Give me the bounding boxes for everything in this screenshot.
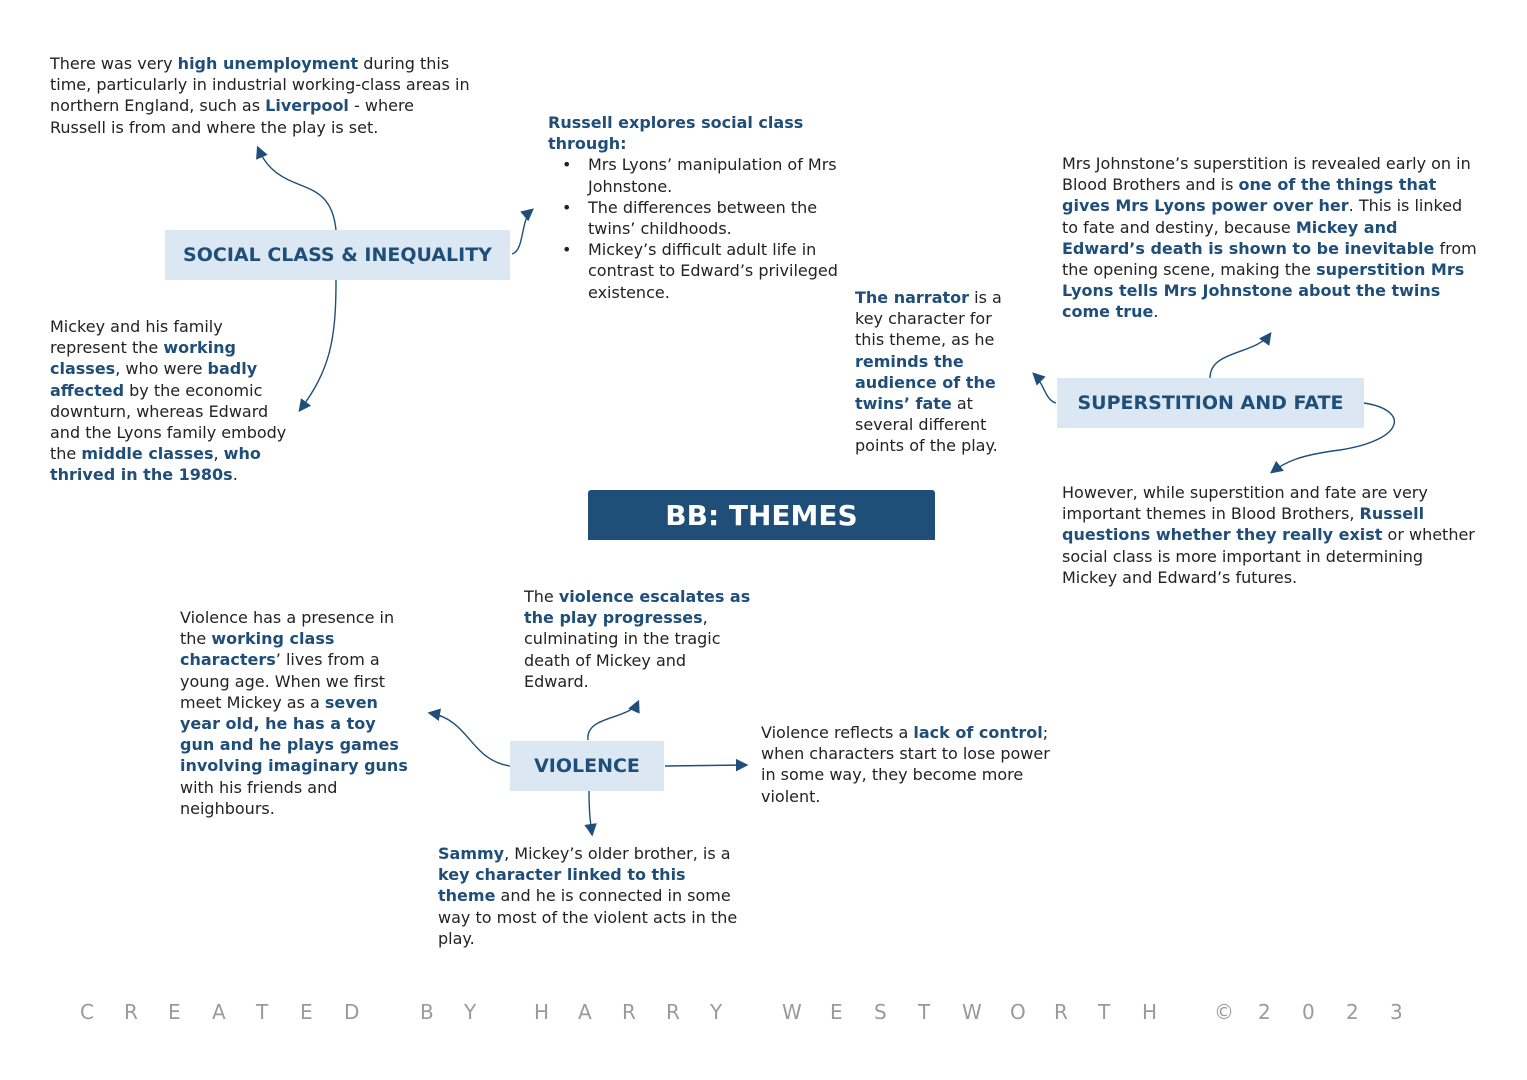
note-explores-social-class	[548, 112, 848, 303]
note-superstition: Mrs Johnstone’s superstition is revealed early on in Blood Brothers and is one of the things that gives Mrs Lyons power over her. This is linked to fate and destiny, because Mickey and Edward’s death is shown to be inevitable from the opening scene, making the superstition Mrs Lyons tells Mrs Johnstone about the twins come true.	[1062, 154, 1477, 322]
note-escalates: The violence escalates as the play progresses, culminating in the tragic death of Mickey and Edward.	[524, 587, 751, 691]
note-unemployment: There was very high unemployment during this time, particularly in industrial working-class areas in northern England, such as Liverpool - where Russell is from and where the play is set.	[50, 54, 470, 137]
list-item: • Mickey’s difficult adult life in contrast to Edward’s privileged existence.	[588, 239, 848, 303]
note-mickey-family: Mickey and his family represent the working classes, who were badly affected by the economic downturn, whereas Edward and the Lyons family embody the middle classes, who thrived in the 1980s.	[50, 317, 287, 485]
list-item: • The differences between the twins’ childhoods.	[588, 197, 848, 239]
theme-label-violence: VIOLENCE	[534, 755, 640, 777]
theme-box-social-class	[165, 230, 510, 280]
arrow-to-superstition-text	[1210, 334, 1270, 378]
explores-list	[548, 154, 848, 302]
arrow-to-explores	[512, 210, 532, 254]
arrow-to-escalates	[588, 702, 638, 740]
page-title-text: BB: THEMES	[665, 498, 858, 532]
footer-credit: C R E A T E D B Y H A R R Y W E S T W O R T H © 2 0 2 3	[80, 1000, 1403, 1024]
list-item: • Mrs Lyons’ manipulation of Mrs Johnstone.	[588, 154, 848, 196]
note-however: However, while superstition and fate are very important themes in Blood Brothers, Russell questions whether they really exist or whether social class is more important in determining Mickey and Edward’s futures.	[1062, 483, 1475, 587]
explores-heading: Russell explores social class through:	[548, 113, 804, 154]
arrow-to-mickey-family	[300, 280, 336, 410]
theme-box-violence	[510, 741, 664, 791]
theme-box-superstition	[1057, 378, 1364, 428]
theme-label-social-class: SOCIAL CLASS & INEQUALITY	[183, 244, 492, 266]
arrow-to-sammy	[589, 790, 592, 834]
arrow-to-narrator	[1034, 374, 1056, 403]
note-sammy: Sammy, Mickey’s older brother, is a key character linked to this theme and he is connected in some way to most of the violent acts in the play.	[438, 844, 738, 948]
page-title	[588, 490, 935, 540]
note-narrator: The narrator is a key character for this theme, as he reminds the audience of the twins’ fate at several different points of the play.	[855, 288, 1002, 456]
arrow-to-lack-control	[665, 765, 746, 766]
theme-label-superstition: SUPERSTITION AND FATE	[1077, 392, 1344, 414]
note-lack-control: Violence reflects a lack of control; when characters start to lose power in some way, they become more violent.	[761, 723, 1050, 806]
arrow-to-violence-presence	[430, 713, 510, 766]
note-violence-presence: Violence has a presence in the working class characters’ lives from a young age. When we first meet Mickey as a seven year old, he has a toy gun and he plays games involving imaginary guns with his friends and neighbours.	[180, 608, 408, 818]
arrow-to-unemployment	[258, 148, 336, 230]
